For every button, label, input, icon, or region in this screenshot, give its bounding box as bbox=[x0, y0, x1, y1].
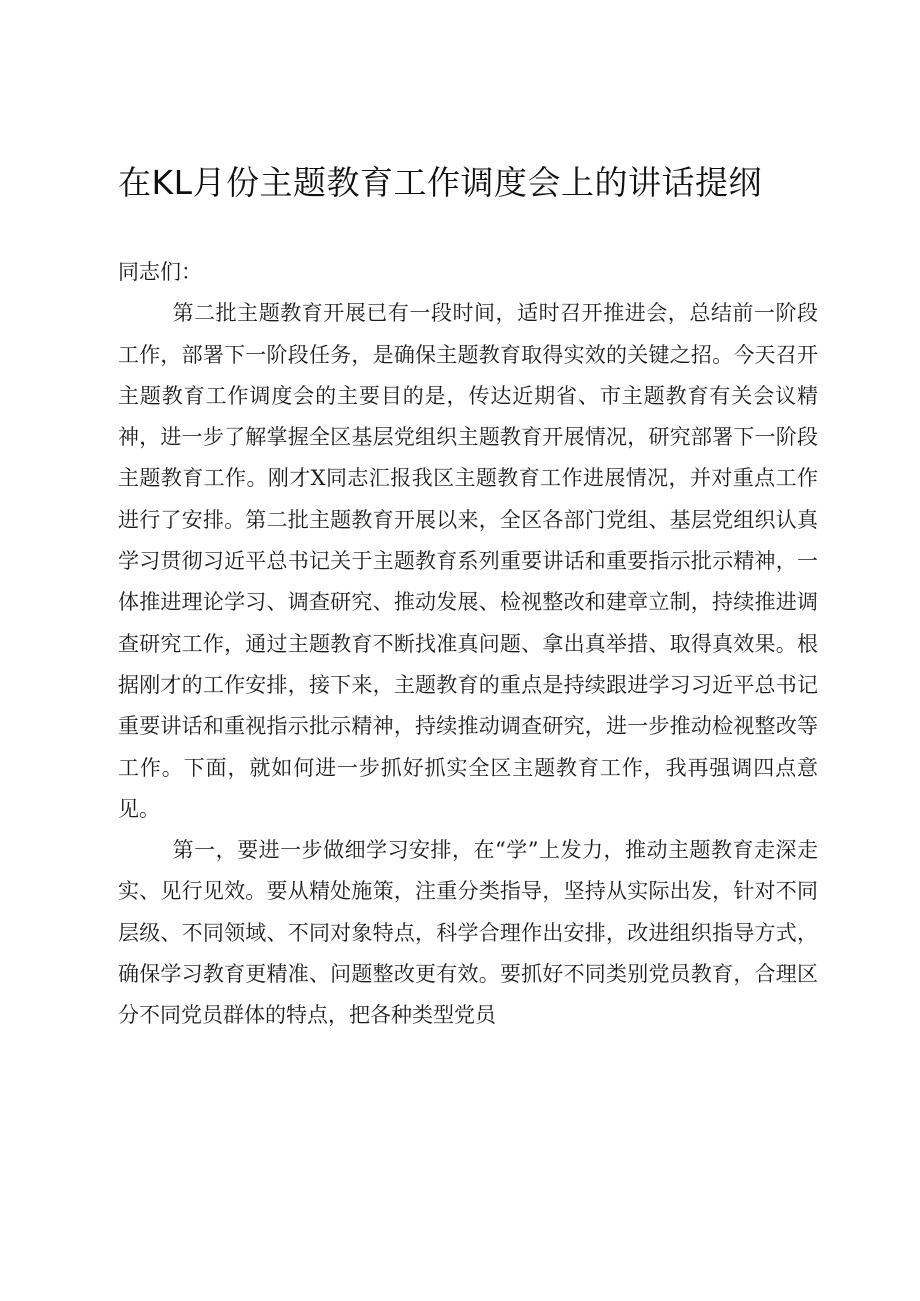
paragraph-1: 第二批主题教育开展已有一段时间，适时召开推进会，总结前一阶段工作，部署下一阶段任务，是确保主题教育取得实效的关键之招。今天召开主题教育工作调度会的主要目的是，传达近期省、市主题教育有关会议精神，进一步了解掌握全区基层党组织主题教育开展情况，研究部署下一阶段主题教育工作。刚才X同志汇报我区主题教育工作进展情况，并对重点工作进行了安排。第二批主题教育开展以来，全区各部门党组、基层党组织认真学习贯彻习近平总书记关于主题教育系列重要讲话和重要指示批示精神，一体推进理论学习、调查研究、推动发展、检视整改和建章立制，持续推进调查研究工作，通过主题教育不断找准真问题、拿出真举措、取得真效果。根据刚才的工作安排，接下来，主题教育的重点是持续跟进学习习近平总书记重要讲话和重视指示批示精神，持续推动调查研究，进一步推动检视整改等工作。下面，就如何进一步抓好抓实全区主题教育工作，我再强调四点意见。 bbox=[118, 301, 818, 821]
paragraph-2: 第一，要进一步做细学习安排，在“学”上发力，推动主题教育走深走实、见行见效。要从精处施策，注重分类指导，坚持从实际出发，针对不同层级、不同领域、不同对象特点，科学合理作出安排，改进组织指导方式，确保学习教育更精准、问题整改更有效。要抓好不同类别党员教育，合理区分不同党员群体的特点，把各种类型党员 bbox=[118, 838, 818, 1028]
salutation: 同志们： bbox=[118, 260, 202, 284]
document-title: 在KL月份主题教育工作调度会上的讲话提纲 bbox=[118, 163, 763, 202]
document-body bbox=[118, 252, 818, 1037]
